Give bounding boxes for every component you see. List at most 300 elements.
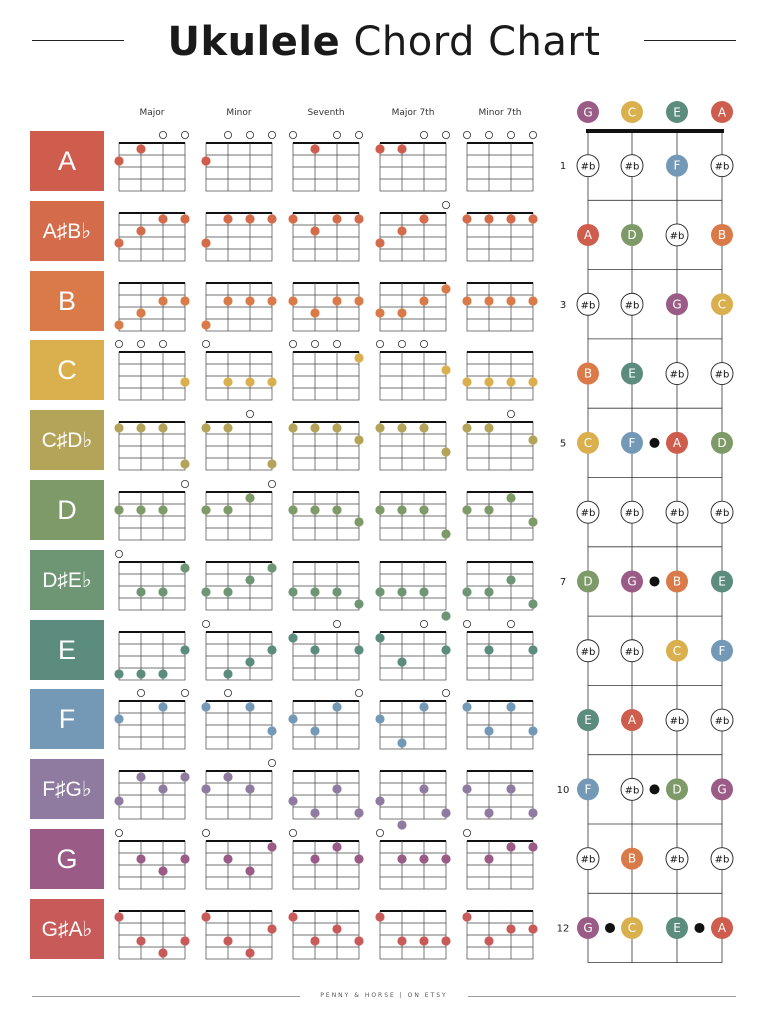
finger-dot (114, 423, 123, 432)
finger-dot (354, 599, 363, 608)
note-label: C (627, 920, 637, 935)
finger-dot (245, 296, 254, 305)
finger-dot (158, 784, 167, 793)
note-label: F (628, 435, 636, 450)
open-string-marker (202, 620, 209, 627)
open-string-marker (268, 759, 275, 766)
finger-dot (158, 702, 167, 711)
finger-dot (462, 214, 471, 223)
finger-dot (375, 796, 384, 805)
note-label: #b (669, 369, 685, 381)
finger-dot (114, 714, 123, 723)
note-label: D (672, 782, 682, 797)
key-label: G (30, 829, 104, 889)
fret-number: 7 (559, 576, 567, 588)
finger-dot (441, 447, 450, 456)
finger-dot (528, 435, 537, 444)
finger-dot (441, 365, 450, 374)
finger-dot (288, 423, 297, 432)
finger-dot (528, 726, 537, 735)
finger-dot (114, 238, 123, 247)
open-string-marker (181, 689, 188, 696)
finger-dot (332, 296, 341, 305)
fret-number: 3 (559, 299, 567, 311)
open-string-marker (442, 201, 449, 208)
column-header: Major (139, 108, 165, 118)
note-label: #b (714, 508, 730, 520)
finger-dot (136, 423, 145, 432)
finger-dot (310, 587, 319, 596)
note-label: B (717, 227, 727, 242)
finger-dot (419, 854, 428, 863)
finger-dot (114, 505, 123, 514)
open-string-marker (289, 829, 296, 836)
finger-dot (462, 702, 471, 711)
finger-dot (180, 296, 189, 305)
column-header: Major 7th (391, 108, 435, 118)
note-label: F (584, 782, 592, 797)
finger-dot (136, 226, 145, 235)
finger-dot (223, 296, 232, 305)
finger-dot (506, 214, 515, 223)
open-string-marker (333, 131, 340, 138)
finger-dot (158, 423, 167, 432)
open-string-marker (289, 131, 296, 138)
finger-dot (528, 808, 537, 817)
finger-dot (136, 144, 145, 153)
finger-dot (332, 702, 341, 711)
open-string-label: A (717, 105, 727, 120)
finger-dot (223, 505, 232, 514)
finger-dot (136, 854, 145, 863)
finger-dot (114, 912, 123, 921)
finger-dot (245, 702, 254, 711)
finger-dot (354, 808, 363, 817)
finger-dot (375, 714, 384, 723)
note-label: #b (624, 300, 640, 312)
finger-dot (528, 599, 537, 608)
open-string-label: E (673, 105, 681, 120)
finger-dot (158, 948, 167, 957)
title-bold: Ukulele (167, 19, 341, 65)
finger-dot (310, 645, 319, 654)
open-string-marker (159, 340, 166, 347)
finger-dot (223, 936, 232, 945)
finger-dot (288, 912, 297, 921)
finger-dot (332, 423, 341, 432)
fret-number: 12 (556, 923, 570, 935)
finger-dot (114, 320, 123, 329)
finger-dot (245, 657, 254, 666)
note-label: E (628, 366, 636, 381)
finger-dot (223, 587, 232, 596)
open-string-marker (115, 340, 122, 347)
open-string-marker (268, 131, 275, 138)
finger-dot (288, 587, 297, 596)
finger-dot (288, 633, 297, 642)
finger-dot (462, 587, 471, 596)
note-label: #b (624, 508, 640, 520)
open-string-marker (420, 131, 427, 138)
finger-dot (506, 702, 515, 711)
note-label: #b (580, 300, 596, 312)
finger-dot (223, 377, 232, 386)
finger-dot (419, 214, 428, 223)
finger-dot (354, 435, 363, 444)
finger-dot (528, 924, 537, 933)
finger-dot (310, 308, 319, 317)
note-label: C (672, 643, 682, 658)
note-label: #b (669, 230, 685, 242)
finger-dot (288, 796, 297, 805)
open-string-marker (246, 410, 253, 417)
finger-dot (462, 423, 471, 432)
note-label: F (718, 643, 726, 658)
finger-dot (310, 144, 319, 153)
finger-dot (180, 936, 189, 945)
finger-dot (484, 726, 493, 735)
finger-dot (506, 575, 515, 584)
finger-dot (441, 854, 450, 863)
finger-dot (223, 669, 232, 678)
open-string-marker (485, 131, 492, 138)
finger-dot (484, 423, 493, 432)
column-header: Minor 7th (478, 108, 522, 118)
open-string-marker (398, 340, 405, 347)
finger-dot (484, 808, 493, 817)
finger-dot (528, 377, 537, 386)
finger-dot (288, 505, 297, 514)
finger-dot (332, 784, 341, 793)
finger-dot (136, 669, 145, 678)
finger-dot (180, 854, 189, 863)
finger-dot (484, 587, 493, 596)
finger-dot (441, 611, 450, 620)
open-string-marker (442, 689, 449, 696)
finger-dot (419, 423, 428, 432)
open-string-marker (507, 131, 514, 138)
finger-dot (354, 517, 363, 526)
note-label: B (583, 366, 593, 381)
finger-dot (223, 214, 232, 223)
finger-dot (245, 575, 254, 584)
open-string-marker (224, 131, 231, 138)
finger-dot (375, 633, 384, 642)
finger-dot (158, 505, 167, 514)
note-label: #b (669, 854, 685, 866)
finger-dot (441, 808, 450, 817)
finger-dot (462, 377, 471, 386)
finger-dot (288, 714, 297, 723)
note-label: C (717, 297, 727, 312)
open-string-marker (246, 131, 253, 138)
finger-dot (354, 353, 363, 362)
finger-dot (397, 505, 406, 514)
finger-dot (332, 505, 341, 514)
finger-dot (267, 214, 276, 223)
finger-dot (267, 377, 276, 386)
finger-dot (484, 854, 493, 863)
note-label: #b (580, 508, 596, 520)
finger-dot (180, 563, 189, 572)
finger-dot (484, 296, 493, 305)
finger-dot (201, 587, 210, 596)
key-label: F (30, 689, 104, 749)
finger-dot (201, 423, 210, 432)
finger-dot (506, 296, 515, 305)
finger-dot (397, 423, 406, 432)
column-header: Minor (226, 108, 252, 118)
finger-dot (114, 796, 123, 805)
finger-dot (441, 936, 450, 945)
note-label: #b (624, 785, 640, 797)
note-label: #b (580, 646, 596, 658)
finger-dot (528, 645, 537, 654)
finger-dot (462, 296, 471, 305)
note-label: E (584, 713, 592, 728)
fret-number: 1 (559, 161, 567, 173)
note-label: #b (669, 508, 685, 520)
finger-dot (484, 377, 493, 386)
finger-dot (506, 784, 515, 793)
open-string-marker (507, 620, 514, 627)
note-label: #b (669, 716, 685, 728)
finger-dot (245, 377, 254, 386)
finger-dot (419, 702, 428, 711)
key-label: C (30, 340, 104, 400)
open-string-marker (115, 550, 122, 557)
finger-dot (180, 772, 189, 781)
finger-dot (354, 296, 363, 305)
open-string-marker (181, 131, 188, 138)
finger-dot (375, 238, 384, 247)
key-label: E (30, 620, 104, 680)
finger-dot (462, 912, 471, 921)
finger-dot (528, 517, 537, 526)
finger-dot (136, 772, 145, 781)
open-string-marker (442, 131, 449, 138)
finger-dot (201, 505, 210, 514)
finger-dot (267, 924, 276, 933)
finger-dot (354, 854, 363, 863)
open-string-marker (202, 829, 209, 836)
finger-dot (354, 645, 363, 654)
finger-dot (267, 645, 276, 654)
note-label: #b (714, 716, 730, 728)
finger-dot (136, 936, 145, 945)
finger-dot (267, 296, 276, 305)
finger-dot (375, 505, 384, 514)
finger-dot (419, 587, 428, 596)
finger-dot (506, 842, 515, 851)
finger-dot (223, 423, 232, 432)
finger-dot (419, 784, 428, 793)
finger-dot (397, 820, 406, 829)
finger-dot (332, 214, 341, 223)
finger-dot (245, 866, 254, 875)
key-label: A (30, 131, 104, 191)
open-string-marker (202, 340, 209, 347)
finger-dot (397, 144, 406, 153)
finger-dot (397, 854, 406, 863)
finger-dot (245, 493, 254, 502)
inlay-dot (695, 923, 705, 933)
note-label: E (673, 920, 681, 935)
open-string-marker (376, 829, 383, 836)
key-label: G♯A♭ (30, 899, 104, 959)
inlay-dot (650, 784, 660, 794)
open-string-marker (311, 340, 318, 347)
open-string-marker (463, 829, 470, 836)
finger-dot (267, 726, 276, 735)
finger-dot (201, 912, 210, 921)
open-string-marker (463, 131, 470, 138)
finger-dot (419, 936, 428, 945)
finger-dot (310, 226, 319, 235)
finger-dot (223, 772, 232, 781)
finger-dot (375, 144, 384, 153)
finger-dot (310, 854, 319, 863)
note-label: G (583, 920, 593, 935)
finger-dot (136, 587, 145, 596)
finger-dot (136, 505, 145, 514)
note-label: B (672, 574, 682, 589)
finger-dot (180, 645, 189, 654)
finger-dot (528, 214, 537, 223)
note-label: #b (580, 854, 596, 866)
finger-dot (419, 296, 428, 305)
finger-dot (201, 238, 210, 247)
open-string-marker (355, 131, 362, 138)
note-label: G (717, 782, 727, 797)
finger-dot (484, 214, 493, 223)
inlay-dot (650, 576, 660, 586)
finger-dot (310, 726, 319, 735)
note-label: D (583, 574, 593, 589)
footer-text: PENNY & HORSE | ON ETSY (320, 992, 448, 999)
finger-dot (310, 505, 319, 514)
finger-dot (310, 808, 319, 817)
finger-dot (158, 296, 167, 305)
open-string-marker (268, 480, 275, 487)
finger-dot (180, 459, 189, 468)
finger-dot (245, 214, 254, 223)
open-string-marker (224, 689, 231, 696)
inlay-dot (605, 923, 615, 933)
finger-dot (158, 669, 167, 678)
finger-dot (201, 320, 210, 329)
note-label: C (583, 435, 593, 450)
note-label: A (672, 435, 682, 450)
note-label: A (627, 713, 637, 728)
finger-dot (375, 912, 384, 921)
title-light: Chord Chart (353, 19, 601, 65)
finger-dot (245, 784, 254, 793)
finger-dot (397, 738, 406, 747)
finger-dot (462, 784, 471, 793)
finger-dot (114, 669, 123, 678)
open-string-marker (507, 410, 514, 417)
finger-dot (136, 308, 145, 317)
finger-dot (267, 563, 276, 572)
open-string-marker (333, 620, 340, 627)
open-string-marker (181, 480, 188, 487)
finger-dot (419, 505, 428, 514)
note-label: A (717, 920, 727, 935)
finger-dot (310, 423, 319, 432)
note-label: B (627, 851, 637, 866)
note-label: #b (714, 369, 730, 381)
fret-number: 5 (559, 438, 567, 450)
key-label: A♯B♭ (30, 201, 104, 261)
open-string-marker (289, 340, 296, 347)
finger-dot (506, 924, 515, 933)
open-string-marker (420, 620, 427, 627)
note-label: A (583, 227, 593, 242)
finger-dot (158, 587, 167, 596)
finger-dot (332, 924, 341, 933)
open-string-label: C (627, 105, 637, 120)
finger-dot (180, 377, 189, 386)
open-string-label: G (583, 105, 593, 120)
open-string-marker (420, 340, 427, 347)
open-string-marker (137, 340, 144, 347)
note-label: #b (624, 161, 640, 173)
finger-dot (114, 156, 123, 165)
finger-dot (288, 214, 297, 223)
finger-dot (158, 214, 167, 223)
finger-dot (528, 842, 537, 851)
note-label: D (627, 227, 637, 242)
finger-dot (310, 936, 319, 945)
key-label: D (30, 480, 104, 540)
finger-dot (506, 377, 515, 386)
footer (0, 990, 768, 1002)
finger-dot (441, 529, 450, 538)
open-string-marker (137, 689, 144, 696)
finger-dot (354, 214, 363, 223)
inlay-dot (650, 438, 660, 448)
key-label: F♯G♭ (30, 759, 104, 819)
finger-dot (223, 854, 232, 863)
key-label: B (30, 271, 104, 331)
finger-dot (201, 156, 210, 165)
open-string-marker (355, 689, 362, 696)
key-label: C♯D♭ (30, 410, 104, 470)
open-string-marker (159, 131, 166, 138)
finger-dot (441, 645, 450, 654)
finger-dot (397, 587, 406, 596)
key-label: D♯E♭ (30, 550, 104, 610)
finger-dot (332, 842, 341, 851)
finger-dot (267, 459, 276, 468)
note-label: F (673, 158, 681, 173)
finger-dot (397, 936, 406, 945)
finger-dot (462, 505, 471, 514)
finger-dot (528, 296, 537, 305)
finger-dot (158, 866, 167, 875)
finger-dot (180, 214, 189, 223)
finger-dot (375, 587, 384, 596)
finger-dot (201, 784, 210, 793)
finger-dot (288, 296, 297, 305)
note-label: #b (580, 161, 596, 173)
column-header: Seventh (307, 108, 345, 118)
open-string-marker (115, 829, 122, 836)
finger-dot (245, 948, 254, 957)
open-string-marker (333, 340, 340, 347)
finger-dot (484, 505, 493, 514)
